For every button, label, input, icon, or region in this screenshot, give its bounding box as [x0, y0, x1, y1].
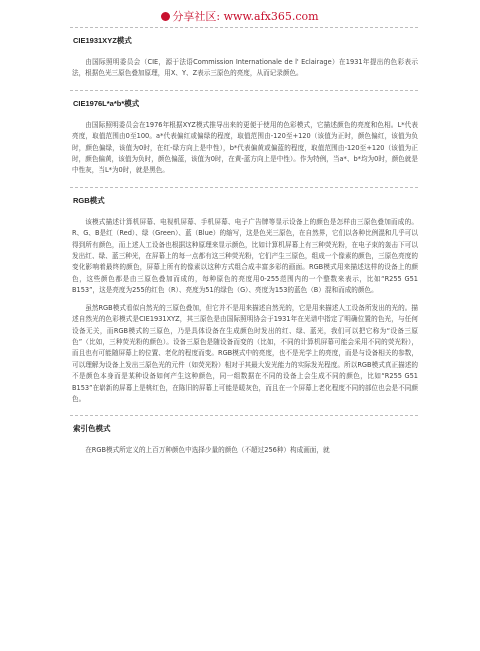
- section-divider: [70, 90, 418, 91]
- section-paragraph: 由国际照明委员会在1976年根据XYZ模式推导出来的更便于使用的色彩模式，它描述颜色的亮度和色相。L*代表亮度，取值范围由0至100。a*代表偏红或偏绿的程度，取值范围由-120至+120（该值为正时，颜色偏红，该值为负时，颜色偏绿，该值为0时，在红-绿方向上是中性），b*代表偏黄或偏蓝的程度，取值范围由-120至+120（该值为正时，颜色偏黄，该值为负时，颜色偏蓝，该值为0时，在黄-蓝方向上是中性）。作为特例，当a*、b*均为0时，颜色就是中性灰，当L*为0时，就是黑色。: [72, 120, 418, 175]
- site-header-text: 分享社区: www.afx365.com: [172, 10, 319, 23]
- section-title-cie1931: CIE1931XYZ模式: [73, 36, 132, 45]
- site-header: [0, 8, 480, 24]
- section-paragraph: 虽然RGB模式看似自然光的三原色叠加，但它并不是用来描述自然光的，它是用来描述人工设备所发出的光的。描述自然光的色彩模式是CIE1931XYZ，其三原色是由国际照明协会于1931年在光谱中指定了明确位置的色光，与任何设备无关，而RGB模式的三原色，乃是具体设备在生成颜色时发出的红、绿、蓝光，我们可以把它称为“设备三原色”（比如，三种荧光粉的颜色）。设备三原色是随设备而变的（比如，不同的计算机屏幕可能会采用不同的荧光粉），而且也有可能随屏幕上的位置、老化的程度而变。RGB模式中的亮度，也不是光学上的亮度，而是与设备相关的参数，可以理解为设备上发出三原色光的元件（如荧光粉）相对于其最大发光能力的实际发光程度。所以RGB模式真正描述的不是颜色本身而是某种设备如何产生这种颜色，同一组数据在不同的设备上会生成不同的颜色，比如“R255 G51 B153”在崭新的屏幕上是桃红色，在陈旧的屏幕上可能是暖灰色，而且在一个屏幕上老化程度不同的部位也会是不同颜色。: [72, 303, 418, 403]
- site-logo-icon: [161, 12, 170, 21]
- section-title-cie1976: CIE1976L*a*b*模式: [73, 98, 140, 108]
- section-divider: [70, 415, 418, 416]
- section-title-indexed-color: 索引色模式: [73, 424, 111, 434]
- section-paragraph: 由国际照明委员会（CIE，源于法语Commission Internationale de l' Eclairage）在1931年提出的色彩表示法，根据色光三原色叠加原理，用X、Y、Z表示三原色的亮度，从而记录颜色。: [72, 58, 418, 78]
- section-divider: [70, 187, 418, 188]
- section-title-rgb: RGB模式: [73, 195, 105, 205]
- document-body: [70, 27, 418, 463]
- section-divider: [70, 27, 418, 28]
- section-paragraph: 该模式描述计算机屏幕、电视机屏幕、手机屏幕、电子广告牌等显示设备上的颜色是怎样由三原色叠加而成的。R、G、B是红（Red）、绿（Green）、蓝（Blue）的缩写，这是色光三原色，在自然界，它们以各种比例混和几乎可以得到所有颜色，而上述人工设备也根据这种原理来显示颜色，比如计算机屏幕上有三种荧光粉，在电子束的轰击下可以发出红、绿、蓝三种光，在屏幕上的每一点都有这三种荧光粉，它们产生三原色，组成一个像素的颜色，三原色亮度的变化影响着最终的颜色，屏幕上所有的像素以这种方式组合成丰富多彩的画面。RGB模式用来描述这样的设备上的颜色，这些颜色都是由三原色叠加而成的，每种原色的亮度用0-255范围内的一个整数来表示，比如“R255 G51 B153”，这是亮度为255的红色（R）、亮度为51的绿色（G）、亮度为153的蓝色（B）混和而成的颜色。: [72, 217, 418, 295]
- section-paragraph: 在RGB模式所定义的上百万种颜色中选择少量的颜色（不超过256种）构成画面，就: [85, 446, 330, 455]
